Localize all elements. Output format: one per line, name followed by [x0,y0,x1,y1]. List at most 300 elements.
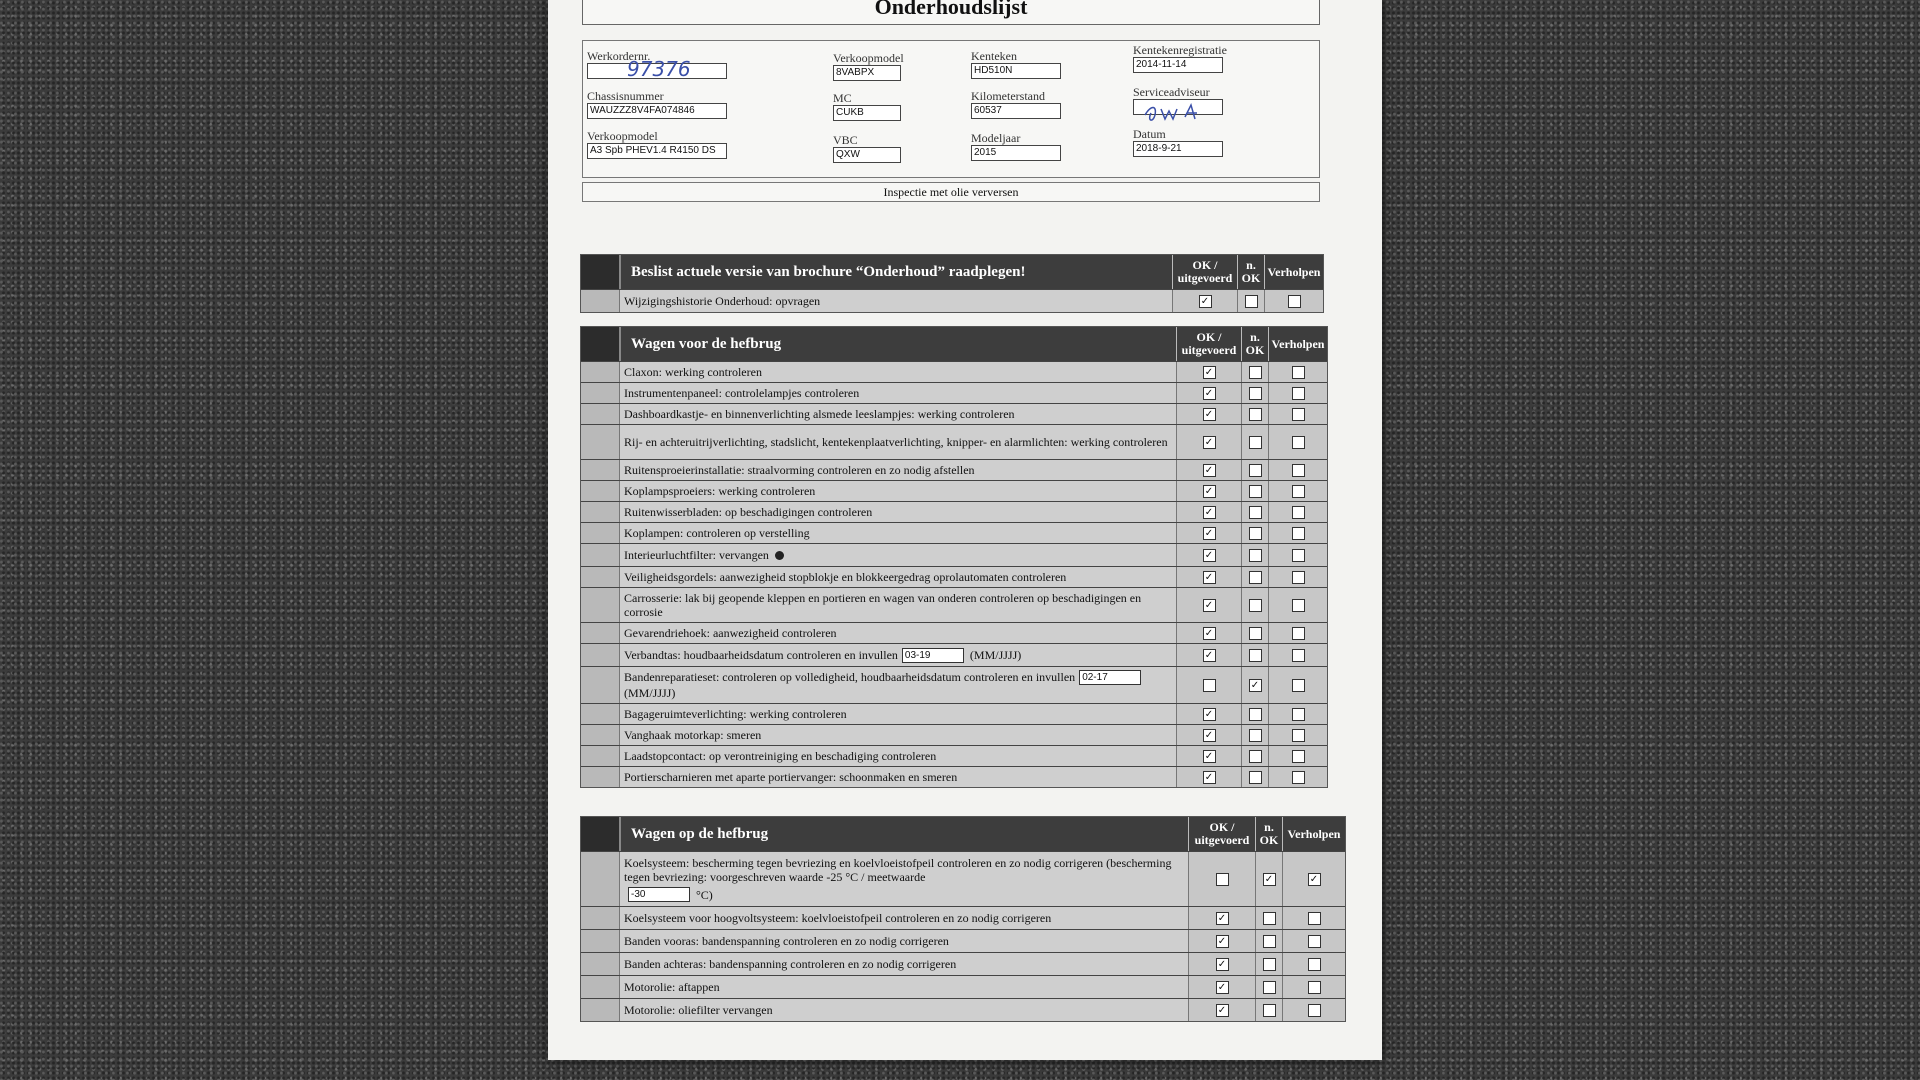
checkbox-verholpen[interactable] [1308,912,1321,925]
row-lead-cell [581,362,620,382]
row-lead-cell [581,644,620,666]
checkbox-cell-ok [1176,460,1241,480]
checklist-item-label: Banden achteras: bandenspanning controleren en zo nodig corrigeren [624,957,957,971]
checkbox-nok[interactable] [1249,627,1262,640]
checkbox-cell-ok [1176,667,1241,703]
mc-label: MC [833,91,852,105]
row-lead-cell [581,930,620,952]
checklist-row [581,952,1345,975]
column-header-nok: n. OK [1255,817,1282,851]
checkbox-ok[interactable]: ✓ [1216,981,1229,994]
checkbox-ok[interactable]: ✓ [1203,649,1216,662]
checkbox-ok[interactable] [1216,873,1229,886]
row-lead-cell [581,502,620,522]
inspection-type: Inspectie met olie verversen [582,182,1320,202]
checkbox-nok[interactable] [1249,750,1262,763]
checkbox-cell-ok [1176,523,1241,543]
checkbox-cell-nok [1241,425,1268,459]
mc-group [833,91,913,121]
checklist-item-label: Laadstopcontact: op verontreiniging en beschadiging controleren [624,749,937,763]
checkbox-cell-verholpen [1282,907,1345,929]
checkbox-cell-ok [1172,290,1237,312]
column-header-ok: OK / uitgevoerd [1188,817,1255,851]
serviceadviseur-signature [1141,101,1211,125]
section-header [581,255,1323,289]
datum-group [1133,127,1253,157]
checkbox-cell-ok [1176,746,1241,766]
checkbox-cell-ok [1176,425,1241,459]
row-text-cell [620,544,1176,566]
checkbox-verholpen[interactable] [1292,649,1305,662]
mc-value: CUKB [833,105,901,121]
checklist-row [581,566,1327,587]
row-text-cell [620,667,1176,703]
row-text-cell [620,930,1188,952]
checkbox-cell-ok [1188,907,1255,929]
modeljaar-value: 2015 [971,145,1061,161]
checklist-row [581,522,1327,543]
checklist-row [581,703,1327,724]
marker-dot-icon [775,551,784,560]
checkbox-verholpen[interactable] [1292,408,1305,421]
checkbox-ok[interactable]: ✓ [1203,549,1216,562]
checkbox-ok[interactable]: ✓ [1203,627,1216,640]
checklist-row [581,382,1327,403]
checkbox-cell-nok [1241,502,1268,522]
checklist-row [581,543,1327,566]
checkbox-verholpen[interactable]: ✓ [1308,873,1321,886]
section-header-corner [581,817,621,851]
checkbox-ok[interactable]: ✓ [1203,464,1216,477]
checklist-item-label: Gevarendriehoek: aanwezigheid controleren [624,626,837,640]
section-header [581,327,1327,361]
checkbox-ok[interactable]: ✓ [1216,1004,1229,1017]
kenteken-group [971,49,1071,79]
checkbox-cell-nok [1255,999,1282,1021]
row-lead-cell [581,999,620,1021]
checkbox-cell-nok [1241,383,1268,403]
checkbox-nok[interactable] [1263,935,1276,948]
row-lead-cell [581,623,620,643]
checkbox-cell-verholpen [1268,544,1327,566]
checkbox-cell-nok [1241,623,1268,643]
checkbox-verholpen[interactable] [1292,599,1305,612]
row-text-cell [620,999,1188,1021]
checklist-item-label: Bandenreparatieset: controleren op volledigheid, houdbaarheidsdatum controleren en invullen [624,670,1076,685]
checkbox-cell-ok [1176,725,1241,745]
checkbox-verholpen[interactable] [1308,958,1321,971]
checkbox-nok[interactable] [1249,506,1262,519]
checkbox-cell-nok [1241,746,1268,766]
checklist-item-label: Wijzigingshistorie Onderhoud: opvragen [624,294,821,308]
datum-label: Datum [1133,127,1166,141]
checkbox-ok[interactable]: ✓ [1203,387,1216,400]
checkbox-ok[interactable]: ✓ [1203,771,1216,784]
checkbox-ok[interactable]: ✓ [1199,295,1212,308]
row-lead-cell [581,667,620,703]
checkbox-ok[interactable]: ✓ [1216,935,1229,948]
checkbox-cell-ok [1176,481,1241,501]
checkbox-cell-nok [1241,460,1268,480]
checklist-item-label: Motorolie: oliefilter vervangen [624,1003,773,1017]
kentekenregistratie-label: Kentekenregistratie [1133,43,1227,57]
section-title: Wagen voor de hefbrug [631,336,782,352]
checkbox-verholpen[interactable] [1292,549,1305,562]
checklist-item-label: Claxon: werking controleren [624,365,762,379]
checkbox-cell-ok [1188,930,1255,952]
checklist-item-label: Rij- en achteruitrijverlichting, stadslicht, kentekenplaatverlichting, knipper- en alarmlichten: werking controleren [624,435,1168,449]
checkbox-verholpen[interactable] [1292,506,1305,519]
row-text-cell [620,425,1176,459]
row-text-cell [620,725,1176,745]
section-title: Beslist actuele versie van brochure “Onderhoud” raadplegen! [631,264,1026,280]
checkbox-nok[interactable] [1249,571,1262,584]
row-text-cell [620,588,1176,622]
kilometerstand-label: Kilometerstand [971,89,1045,103]
checkbox-verholpen[interactable] [1292,708,1305,721]
row-text-cell [620,502,1176,522]
checklist-item-label: Ruitensproeierinstallatie: straalvorming controleren en zo nodig afstellen [624,463,975,477]
checklist-item-label: Koelsysteem voor hoogvoltsysteem: koelvloeistofpeil controleren en zo nodig corrigeren [624,911,1052,925]
checkbox-cell-ok [1176,704,1241,724]
date-field[interactable]: -30 [628,887,690,902]
checkbox-verholpen[interactable] [1308,981,1321,994]
checkbox-verholpen[interactable] [1292,771,1305,784]
checkbox-verholpen[interactable] [1292,464,1305,477]
checkbox-verholpen[interactable] [1292,571,1305,584]
checkbox-cell-ok [1176,767,1241,787]
checkbox-nok[interactable] [1249,366,1262,379]
verkoopmodel-code-label: Verkoopmodel [833,51,904,65]
kentekenregistratie-group [1133,43,1253,73]
checkbox-nok[interactable] [1263,912,1276,925]
checkbox-cell-ok [1176,404,1241,424]
checklist-item-label: Dashboardkastje- en binnenverlichting alsmede leeslampjes: werking controleren [624,407,1015,421]
row-text-cell [620,623,1176,643]
checkbox-nok[interactable] [1249,729,1262,742]
checkbox-ok[interactable]: ✓ [1203,408,1216,421]
checkbox-verholpen[interactable] [1292,750,1305,763]
checklist-item-label: Koplampen: controleren op verstelling [624,526,810,540]
checklist-row [581,998,1345,1021]
verkoopmodel-label: Verkoopmodel [587,129,658,143]
checkbox-cell-verholpen [1264,290,1323,312]
checkbox-nok[interactable]: ✓ [1263,873,1276,886]
column-header-verholpen: Verholpen [1264,255,1323,289]
kenteken-value: HD510N [971,63,1061,79]
field-suffix: (MM/JJJJ) [624,686,676,701]
checkbox-cell-verholpen [1268,644,1327,666]
checklist-item-label: Interieurluchtfilter: vervangen [624,548,769,562]
section-header-corner [581,327,621,361]
checkbox-cell-ok [1188,976,1255,998]
checkbox-nok[interactable] [1249,436,1262,449]
checkbox-nok[interactable] [1263,958,1276,971]
checkbox-verholpen[interactable] [1292,729,1305,742]
checkbox-cell-nok [1241,704,1268,724]
row-lead-cell [581,767,620,787]
checkbox-cell-verholpen [1282,976,1345,998]
checklist-item-label: Bagageruimteverlichting: werking controleren [624,707,847,721]
row-text-cell [620,767,1176,787]
checkbox-cell-ok [1188,953,1255,975]
checkbox-cell-verholpen [1268,746,1327,766]
row-lead-cell [581,290,620,312]
checkbox-ok[interactable]: ✓ [1203,436,1216,449]
maintenance-sheet [548,0,1382,1060]
date-field[interactable]: 02-17 [1079,670,1141,685]
checkbox-verholpen[interactable] [1308,1004,1321,1017]
row-lead-cell [581,567,620,587]
row-lead-cell [581,976,620,998]
checkbox-cell-nok [1241,404,1268,424]
checklist-item-label: Instrumentenpaneel: controlelampjes controleren [624,386,860,400]
checkbox-verholpen[interactable] [1292,387,1305,400]
row-lead-cell [581,523,620,543]
row-lead-cell [581,725,620,745]
checkbox-nok[interactable] [1249,527,1262,540]
chassisnummer-value: WAUZZZ8V4FA074846 [587,103,727,119]
row-lead-cell [581,953,620,975]
checkbox-verholpen[interactable] [1308,935,1321,948]
verkoopmodel-group [587,129,727,159]
checkbox-ok[interactable]: ✓ [1203,729,1216,742]
datum-value: 2018-9-21 [1133,141,1223,157]
chassisnummer-label: Chassisnummer [587,89,664,103]
checkbox-cell-ok [1176,567,1241,587]
checkbox-cell-ok [1176,544,1241,566]
checklist-item-label: Verbandtas: houdbaarheidsdatum controleren en invullen [624,648,898,662]
checklist-row [581,459,1327,480]
column-header-verholpen: Verholpen [1282,817,1345,851]
row-text-cell [620,746,1176,766]
checkbox-cell-ok [1176,623,1241,643]
checklist-row [581,289,1323,312]
checkbox-cell-ok [1176,383,1241,403]
checkbox-cell-nok [1255,953,1282,975]
checkbox-cell-nok [1241,567,1268,587]
checklist-row [581,361,1327,382]
chassisnummer-group [587,89,727,119]
checkbox-cell-nok [1241,362,1268,382]
checkbox-cell-nok [1241,644,1268,666]
checkbox-ok[interactable]: ✓ [1203,708,1216,721]
row-text-cell [620,404,1176,424]
checkbox-cell-nok [1255,852,1282,906]
checkbox-cell-nok [1255,930,1282,952]
kentekenregistratie-value: 2014-11-14 [1133,57,1223,73]
row-lead-cell [581,460,620,480]
vehicle-info-panel [582,40,1320,178]
checkbox-nok[interactable] [1249,408,1262,421]
checklist-item-label: Vanghaak motorkap: smeren [624,728,762,742]
row-lead-cell [581,383,620,403]
row-lead-cell [581,704,620,724]
verkoopmodel-value: A3 Spb PHEV1.4 R4150 DS [587,143,727,159]
checkbox-nok[interactable] [1249,771,1262,784]
checkbox-ok[interactable]: ✓ [1203,750,1216,763]
column-header-nok: n. OK [1237,255,1264,289]
checkbox-cell-verholpen [1268,481,1327,501]
row-text-cell [620,567,1176,587]
checkbox-verholpen[interactable] [1292,679,1305,692]
checklist-row [581,929,1345,952]
section-header-corner [581,255,621,289]
vbc-value: QXW [833,147,901,163]
checkbox-cell-nok [1241,767,1268,787]
checkbox-cell-nok [1241,725,1268,745]
checkbox-cell-nok [1241,481,1268,501]
checkbox-ok[interactable] [1203,679,1216,692]
checkbox-nok[interactable] [1249,464,1262,477]
checkbox-nok[interactable] [1249,485,1262,498]
checklist-item-label: Veiligheidsgordels: aanwezigheid stopblokje en blokkeergedrag oprolautomaten controleren [624,570,1067,584]
checkbox-cell-nok [1237,290,1264,312]
checkbox-cell-verholpen [1268,404,1327,424]
verkoopmodel-code-value: 8VABPX [833,65,901,81]
checkbox-nok[interactable] [1263,1004,1276,1017]
checkbox-cell-verholpen [1282,953,1345,975]
row-text-cell [620,976,1188,998]
checklist-row [581,501,1327,522]
checkbox-cell-nok [1255,976,1282,998]
row-lead-cell [581,481,620,501]
checkbox-verholpen[interactable] [1292,627,1305,640]
verkoopmodel-code-group [833,51,913,81]
checklist-item-label: Koelsysteem: bescherming tegen bevriezing en koelvloeistofpeil controleren en zo nodig corrigeren (bescherming tegen bevriezing: voorgeschreven waarde -25 °C / meetwaarde [624,855,1172,884]
checkbox-ok[interactable]: ✓ [1216,912,1229,925]
checkbox-cell-verholpen [1268,767,1327,787]
checkbox-nok[interactable] [1249,708,1262,721]
checklist-row [581,975,1345,998]
field-suffix: °C) [696,887,713,902]
vbc-group [833,133,913,163]
checkbox-ok[interactable]: ✓ [1203,527,1216,540]
row-text-cell [620,383,1176,403]
checkbox-cell-ok [1176,644,1241,666]
checklist-item-label: Ruitenwisserbladen: op beschadigingen controleren [624,505,873,519]
checklist-item-label: Banden vooras: bandenspanning controleren en zo nodig corrigeren [624,934,949,948]
checkbox-cell-verholpen [1282,930,1345,952]
row-lead-cell [581,852,620,906]
checkbox-verholpen[interactable] [1292,527,1305,540]
kilometerstand-value: 60537 [971,103,1061,119]
checkbox-verholpen[interactable] [1288,295,1301,308]
checklist-row [581,622,1327,643]
checkbox-ok[interactable]: ✓ [1216,958,1229,971]
row-text-cell [620,704,1176,724]
document-title: Onderhoudslijst [582,0,1320,25]
checkbox-nok[interactable] [1245,295,1258,308]
checkbox-ok[interactable]: ✓ [1203,485,1216,498]
row-text-cell [620,907,1188,929]
checkbox-cell-verholpen [1268,523,1327,543]
checkbox-cell-ok [1176,502,1241,522]
checkbox-cell-nok [1241,588,1268,622]
checkbox-cell-verholpen [1282,852,1345,906]
checkbox-cell-nok [1241,544,1268,566]
checkbox-cell-nok [1241,523,1268,543]
serviceadviseur-label: Serviceadviseur [1133,85,1210,99]
checkbox-nok[interactable] [1249,549,1262,562]
checkbox-nok[interactable] [1249,649,1262,662]
checklist-row [581,851,1345,906]
checklist-item-label: Portierscharnieren met aparte portiervanger: schoonmaken en smeren [624,770,958,784]
checklist-row [581,587,1327,622]
row-text-cell [620,290,1172,312]
kilometerstand-group [971,89,1071,119]
row-text-cell [620,481,1176,501]
checklist-section [580,254,1324,313]
checkbox-cell-ok [1188,999,1255,1021]
checkbox-ok[interactable]: ✓ [1203,599,1216,612]
checklist-row [581,666,1327,703]
checkbox-ok[interactable]: ✓ [1203,506,1216,519]
checkbox-nok[interactable]: ✓ [1249,679,1262,692]
column-header-verholpen: Verholpen [1268,327,1327,361]
werkordernr-handwritten: 97376 [627,57,691,81]
checkbox-cell-ok [1176,588,1241,622]
column-header-ok: OK / uitgevoerd [1172,255,1237,289]
checkbox-verholpen[interactable] [1292,485,1305,498]
checkbox-cell-verholpen [1268,383,1327,403]
checkbox-cell-verholpen [1268,588,1327,622]
checklist-row [581,766,1327,787]
checkbox-cell-verholpen [1268,362,1327,382]
date-field[interactable]: 03-19 [902,648,964,663]
checklist-item-label: Koplampsproeiers: werking controleren [624,484,816,498]
checkbox-cell-verholpen [1268,502,1327,522]
checklist-row [581,724,1327,745]
row-lead-cell [581,746,620,766]
field-suffix: (MM/JJJJ) [969,648,1022,662]
werkordernr-label: Werkordernr. [587,49,651,63]
column-header-nok: n. OK [1241,327,1268,361]
row-text-cell [620,644,1176,666]
checkbox-nok[interactable] [1249,599,1262,612]
checkbox-cell-verholpen [1268,667,1327,703]
checkbox-verholpen[interactable] [1292,366,1305,379]
row-text-cell [620,523,1176,543]
checkbox-nok[interactable] [1249,387,1262,400]
section-title: Wagen op de hefbrug [631,826,769,842]
checkbox-cell-verholpen [1268,725,1327,745]
row-text-cell [620,460,1176,480]
checkbox-cell-verholpen [1268,567,1327,587]
checkbox-cell-nok [1241,667,1268,703]
checklist-row [581,906,1345,929]
row-text-cell [620,852,1188,906]
row-lead-cell [581,404,620,424]
checklist-item-label: Carrosserie: lak bij geopende kleppen en portieren en wagen van onderen controleren op beschadigingen en corrosie [624,591,1142,619]
checkbox-verholpen[interactable] [1292,436,1305,449]
row-text-cell [620,953,1188,975]
checklist-row [581,480,1327,501]
vbc-label: VBC [833,133,858,147]
section-header [581,817,1345,851]
row-lead-cell [581,588,620,622]
checkbox-ok[interactable]: ✓ [1203,366,1216,379]
checklist-row [581,424,1327,459]
row-lead-cell [581,544,620,566]
kenteken-label: Kenteken [971,49,1017,63]
checkbox-ok[interactable]: ✓ [1203,571,1216,584]
checkbox-cell-nok [1255,907,1282,929]
checklist-row [581,643,1327,666]
row-lead-cell [581,425,620,459]
checkbox-nok[interactable] [1263,981,1276,994]
modeljaar-group [971,131,1071,161]
